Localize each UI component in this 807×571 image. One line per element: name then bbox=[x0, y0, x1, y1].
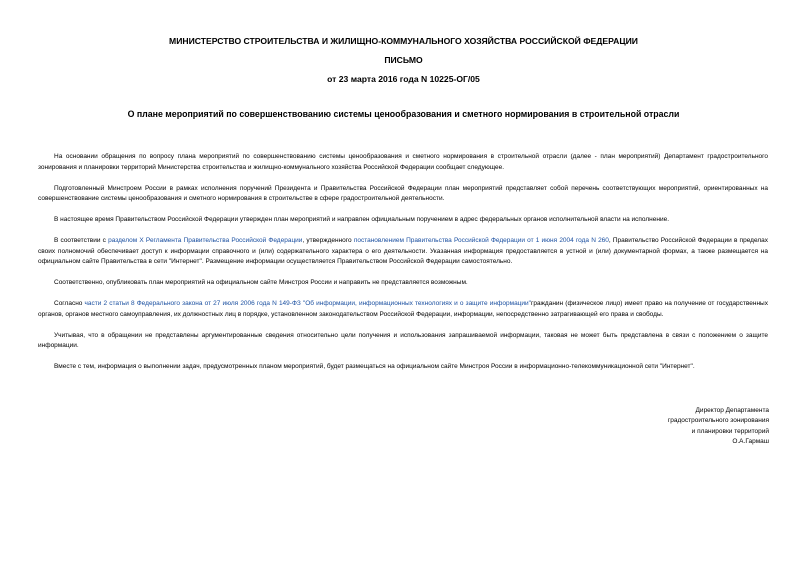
document-subject: О плане мероприятий по совершенствованию системы ценообразования и сметного нормирования в строительной отрасли bbox=[127, 109, 680, 119]
paragraph-4-text-2: , утвержденного bbox=[302, 237, 354, 245]
paragraph-1: На основании обращения по вопросу плана мероприятий по совершенствованию системы ценообразования и сметного нормирования в строительной отрасли (далее - план мероприятий) Департамент градостроительного зонирования и планировки территорий Министерства строительства и жилищно-коммунального хозяйства Российской Федерации сообщает следующее. bbox=[38, 153, 768, 171]
document-date: от 23 марта 2016 года N 10225-ОГ/05 bbox=[327, 74, 480, 84]
paragraph-7: Учитывая, что в обращении не представлены аргументированные сведения относительно цели получения и использования запрашиваемой информации, таковая не может быть представлена в связи с положением о защите информации. bbox=[38, 331, 768, 350]
paragraph-6-text-2: гражданин (физическое лицо) имеет право на получение от государственных органов, органов местного самоуправления, их должностных лиц в порядке, установленном законодательством Российской Федерации, информации, непосредственно затрагивающей его права и свободы. bbox=[38, 300, 768, 318]
paragraph-6 bbox=[38, 299, 768, 320]
signature-department: градостроительного зонирования bbox=[667, 417, 769, 425]
federal-law-link[interactable]: части 2 статьи 8 Федерального закона от 27 июля 2006 года N 149-ФЗ "Об информации, информационных технологиях и о защите информации" bbox=[84, 300, 531, 308]
paragraph-8: Вместе с тем, информация о выполнении задач, предусмотренных планом мероприятий, будет размещаться на официальном сайте Минстроя России в информационно-телекоммуникационной сети "Интернет". bbox=[54, 363, 695, 371]
resolution-link[interactable]: постановлением Правительства Российской Федерации от 1 июня 2004 года N 260 bbox=[353, 237, 609, 245]
paragraph-4-text-1: В соответствии с bbox=[54, 237, 109, 245]
regulation-link[interactable]: разделом X Регламента Правительства Российской Федерации bbox=[108, 237, 303, 245]
ministry-name: МИНИСТЕРСТВО СТРОИТЕЛЬСТВА И ЖИЛИЩНО-КОММУНАЛЬНОГО ХОЗЯЙСТВА РОССИЙСКОЙ ФЕДЕРАЦИИ bbox=[169, 36, 638, 46]
paragraph-5: Соответственно, опубликовать план мероприятий на официальном сайте Минстроя России и направить не представляется возможным. bbox=[54, 279, 468, 287]
paragraph-2: Подготовленный Минстроем России в рамках исполнения поручений Президента и Правительства Российской Федерации план мероприятий представляет собой перечень соответствующих мероприятий, ориентированных на совершенствование системы ценообразования и сметного нормирования в строительстве в сфере градостроительной деятельности. bbox=[38, 184, 768, 203]
paragraph-4 bbox=[38, 236, 768, 268]
signature-block bbox=[668, 406, 769, 448]
signature-position: Директор Департамента bbox=[695, 407, 769, 414]
signature-name: О.А.Гармаш bbox=[732, 438, 769, 446]
paragraph-4-text-3: , Правительство Российской Федерации в пределах своих полномочий обеспечивает доступ к информации справочного и (или) содержательного характера о его деятельности. Указанная информация предоставляется в устной и (или) документарной формах, а также размещается на официальном сайте Правительства в сети "Интернет". Размещение информации осуществляется Правительством Российской Федерации самостоятельно. bbox=[38, 237, 769, 266]
paragraph-6-text-1: Согласно bbox=[54, 300, 85, 308]
paragraph-3: В настоящее время Правительством Российской Федерации утвержден план мероприятий и направлен официальным поручением в адрес федеральных органов исполнительной власти на исполнение. bbox=[54, 216, 669, 224]
signature-department-2: и планировки территорий bbox=[691, 427, 769, 435]
letter-body bbox=[38, 152, 768, 383]
document-type: ПИСЬМО bbox=[384, 55, 423, 65]
